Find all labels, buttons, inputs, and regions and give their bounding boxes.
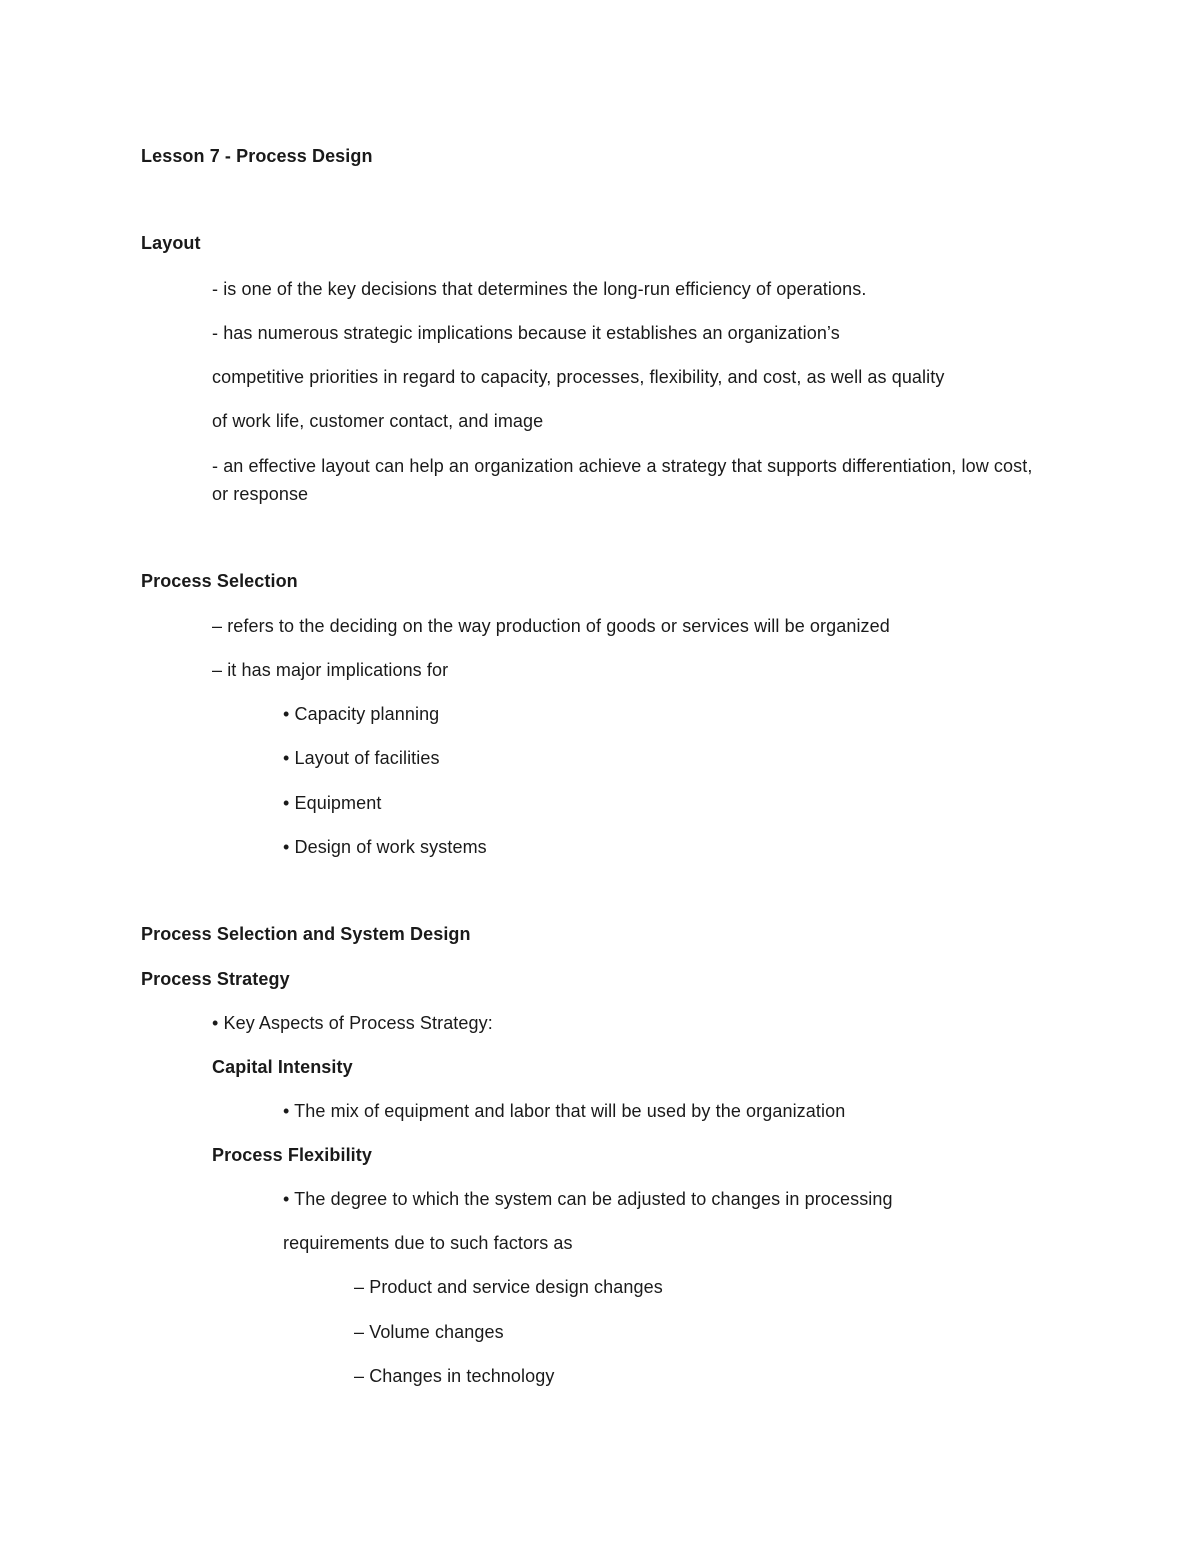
layout-heading: Layout (141, 233, 201, 253)
process-flexibility-bullet-continued: requirements due to such factors as (283, 1233, 573, 1253)
capital-intensity-bullet: • The mix of equipment and labor that will be used by the organization (283, 1101, 846, 1121)
process-flexibility-bullet: • The degree to which the system can be adjusted to changes in processing (283, 1189, 893, 1209)
process-strategy-heading: Process Strategy (141, 969, 290, 989)
key-aspects-bullet: • Key Aspects of Process Strategy: (212, 1013, 493, 1033)
flexibility-factor: – Volume changes (354, 1322, 504, 1342)
system-design-heading: Process Selection and System Design (141, 924, 471, 944)
flexibility-factor: – Changes in technology (354, 1366, 555, 1386)
document-title: Lesson 7 - Process Design (141, 146, 373, 166)
layout-point: - is one of the key decisions that determines the long-run efficiency of operations. (212, 279, 867, 299)
implication-bullet: • Capacity planning (283, 704, 440, 724)
implication-bullet: • Equipment (283, 793, 382, 813)
process-selection-point: – it has major implications for (212, 660, 449, 680)
process-selection-heading: Process Selection (141, 571, 298, 591)
process-flexibility-heading: Process Flexibility (212, 1145, 372, 1165)
implication-bullet: • Layout of facilities (283, 748, 440, 768)
capital-intensity-heading: Capital Intensity (212, 1057, 353, 1077)
layout-point: competitive priorities in regard to capacity, processes, flexibility, and cost, as well as quality (212, 367, 945, 387)
process-selection-point: – refers to the deciding on the way production of goods or services will be organized (212, 616, 890, 636)
implication-bullet: • Design of work systems (283, 837, 487, 857)
layout-point: - an effective layout can help an organization achieve a strategy that supports differentiation, low cost, or response (212, 456, 1033, 504)
layout-point: of work life, customer contact, and image (212, 411, 544, 431)
layout-point: - has numerous strategic implications because it establishes an organization’s (212, 323, 840, 343)
flexibility-factor: – Product and service design changes (354, 1277, 663, 1297)
